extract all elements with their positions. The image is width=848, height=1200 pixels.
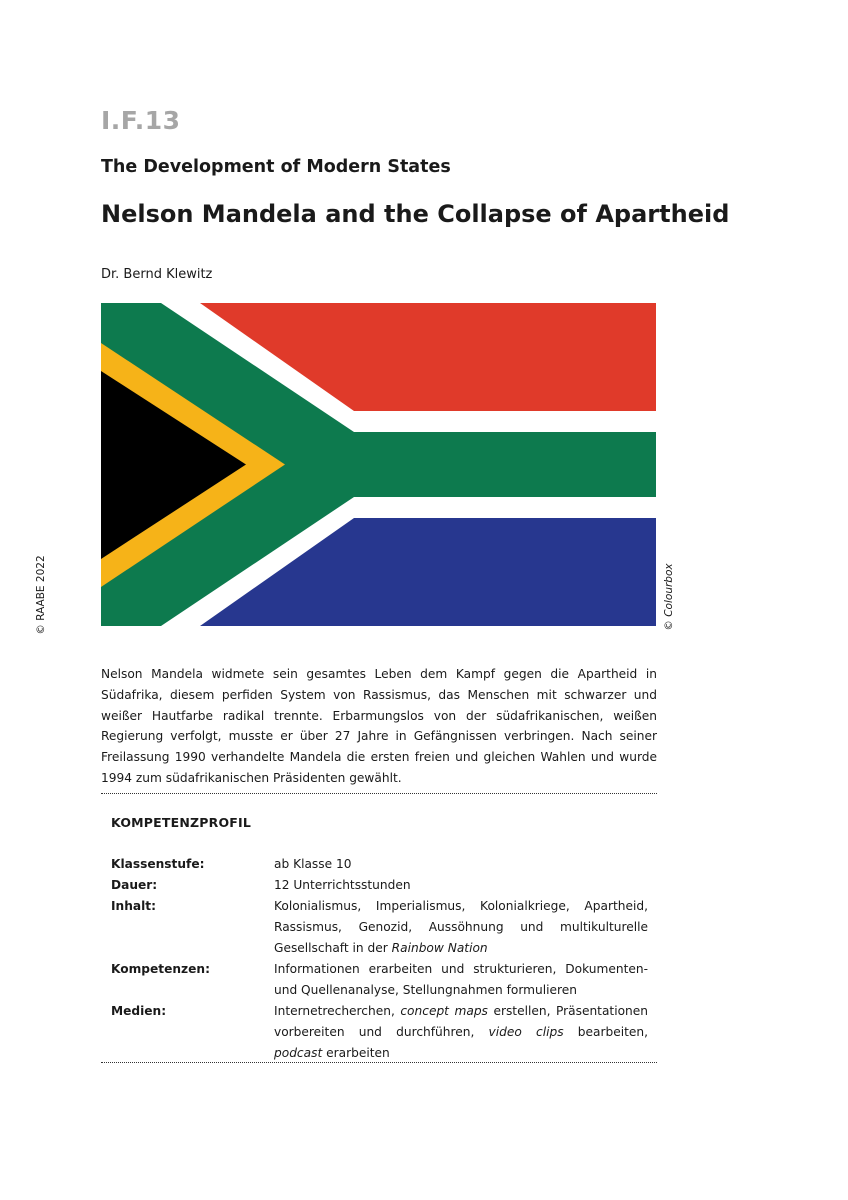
klassenstufe-value: ab Klasse 10 — [274, 857, 352, 871]
competence-profile — [111, 854, 648, 1064]
medien-text-4: erarbeiten — [322, 1046, 390, 1060]
series-title: The Development of Modern States — [101, 157, 451, 177]
medien-text-2: erstellen, Präsentationen vorbereiten und durchführen, — [274, 1004, 648, 1039]
image-credit — [662, 565, 676, 629]
inhalt-rainbow-nation: Rainbow Nation — [391, 941, 488, 955]
medien-podcast: podcast — [274, 1046, 323, 1060]
dauer-value: 12 Unterrichtsstunden — [274, 878, 411, 892]
medien-text-1: Internetrecherchen, — [274, 1004, 401, 1018]
copyright-text: © RAABE 2022 — [35, 555, 47, 635]
dotted-divider-top — [101, 793, 657, 794]
dauer-label: Dauer: — [111, 878, 158, 892]
intro-paragraph: Nelson Mandela widmete sein gesamtes Leben dem Kampf gegen die Apartheid in Südafrika, diesem perfiden System von Rassismus, das Menschen mit schwarzer und weißer Hautfarbe radikal trennte. Erbarmungslos von der südafrikanischen, weißen Regierung verfolgt, musste er über 27 Jahre in Gefängnissen verbringen. Nach seiner Freilassung 1990 verhandelte Mandela die ersten freien und gleichen Wahlen und wurde 1994 zum südafrikanischen Präsidenten gewählt. — [101, 667, 657, 785]
medien-video-clips: video clips — [488, 1025, 564, 1039]
inhalt-text: Kolonialismus, Imperialismus, Kolonialkriege, Apartheid, Rassismus, Genozid, Aussöhnung und multikulturelle Gesellschaft in der — [274, 899, 648, 955]
profile-heading: KOMPETENZPROFIL — [111, 815, 252, 830]
kompetenzen-value: Informationen erarbeiten und strukturieren, Dokumenten- und Quellenanalyse, Stellungnahmen formulieren — [274, 962, 648, 997]
south-africa-flag-image — [101, 303, 656, 626]
kompetenzen-label: Kompetenzen: — [111, 962, 210, 976]
copyright-note — [34, 555, 48, 635]
inhalt-label: Inhalt: — [111, 899, 156, 913]
profile-row-kompetenzen — [111, 959, 648, 1001]
profile-row-dauer — [111, 875, 648, 896]
profile-row-inhalt — [111, 896, 648, 959]
profile-row-klassenstufe — [111, 854, 648, 875]
medien-value — [274, 1001, 648, 1064]
author: Dr. Bernd Klewitz — [101, 267, 213, 282]
unit-code: I.F.13 — [101, 106, 181, 135]
klassenstufe-label: Klassenstufe: — [111, 857, 205, 871]
inhalt-value — [274, 896, 648, 959]
dotted-divider-bottom — [101, 1062, 657, 1063]
medien-label: Medien: — [111, 1004, 167, 1018]
medien-concept-maps: concept maps — [400, 1004, 488, 1018]
image-credit-text: © Colourbox — [663, 563, 675, 631]
medien-text-3: bearbeiten, — [563, 1025, 648, 1039]
page-title: Nelson Mandela and the Collapse of Apartheid — [101, 200, 730, 228]
profile-row-medien — [111, 1001, 648, 1064]
